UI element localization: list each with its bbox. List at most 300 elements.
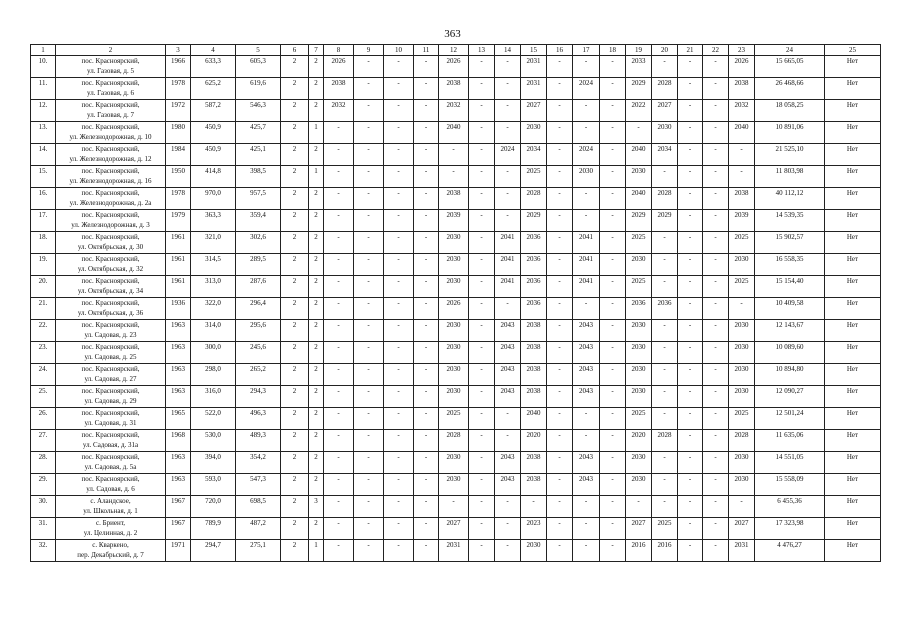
cost-cell: 15 558,09: [755, 474, 825, 496]
table-cell: -: [652, 320, 678, 342]
table-cell: -: [495, 518, 521, 540]
table-cell: -: [547, 56, 573, 78]
table-cell: 2028: [652, 78, 678, 100]
table-cell: -: [384, 320, 414, 342]
table-cell: -: [439, 144, 469, 166]
table-cell: 2030: [729, 386, 755, 408]
table-cell: -: [600, 386, 626, 408]
table-cell: 1965: [166, 408, 191, 430]
table-cell: 2030: [439, 320, 469, 342]
table-row: [31, 100, 881, 122]
table-cell: 1963: [166, 386, 191, 408]
table-cell: 2: [309, 56, 324, 78]
table-cell: -: [703, 254, 729, 276]
table-cell: -: [384, 210, 414, 232]
table-cell: 2024: [573, 78, 600, 100]
table-cell: -: [652, 408, 678, 430]
table-cell: 2030: [626, 452, 652, 474]
table-cell: -: [495, 540, 521, 562]
table-cell: -: [547, 342, 573, 364]
table-cell: -: [547, 144, 573, 166]
table-cell: 2024: [573, 144, 600, 166]
table-cell: 425,1: [236, 144, 281, 166]
table-cell: 316,0: [191, 386, 236, 408]
table-cell: 450,9: [191, 122, 236, 144]
table-cell: 1984: [166, 144, 191, 166]
table-cell: 1961: [166, 232, 191, 254]
address-street: ул. Целинная, д. 2: [83, 529, 138, 537]
table-cell: 1: [309, 166, 324, 188]
table-cell: 1: [309, 540, 324, 562]
table-cell: 2025: [626, 232, 652, 254]
cost-cell: 4 476,27: [755, 540, 825, 562]
table-cell: -: [384, 364, 414, 386]
address-cell: [56, 496, 166, 518]
row-number-cell: 27.: [31, 430, 56, 452]
table-cell: 2030: [439, 342, 469, 364]
table-cell: -: [547, 100, 573, 122]
table-cell: -: [547, 210, 573, 232]
table-cell: 1963: [166, 452, 191, 474]
table-row: [31, 430, 881, 452]
table-cell: -: [324, 276, 354, 298]
table-cell: 2040: [521, 408, 547, 430]
table-cell: -: [547, 518, 573, 540]
row-number-cell: 19.: [31, 254, 56, 276]
address-cell: [56, 210, 166, 232]
table-cell: -: [652, 276, 678, 298]
table-cell: 2: [309, 386, 324, 408]
page-number: 363: [444, 28, 461, 40]
table-cell: 2: [281, 342, 309, 364]
table-cell: 2025: [729, 232, 755, 254]
table-cell: 1979: [166, 210, 191, 232]
table-cell: -: [469, 364, 495, 386]
table-cell: 2030: [729, 452, 755, 474]
table-row: [31, 276, 881, 298]
table-cell: 2032: [439, 100, 469, 122]
flag-cell: Нет: [825, 210, 881, 232]
address-cell: [56, 166, 166, 188]
table-cell: 2: [281, 56, 309, 78]
table-cell: 302,6: [236, 232, 281, 254]
table-cell: 2: [309, 408, 324, 430]
table-cell: -: [354, 320, 384, 342]
table-cell: -: [703, 122, 729, 144]
table-cell: 2: [281, 452, 309, 474]
table-cell: 2028: [652, 430, 678, 452]
row-number-cell: 25.: [31, 386, 56, 408]
table-cell: -: [354, 540, 384, 562]
address-locality: пос. Красноярский,: [81, 255, 140, 263]
table-cell: 2034: [521, 144, 547, 166]
table-cell: 2039: [729, 210, 755, 232]
table-cell: -: [384, 474, 414, 496]
table-cell: -: [384, 232, 414, 254]
table-cell: 625,2: [191, 78, 236, 100]
table-cell: -: [384, 254, 414, 276]
table-cell: 2: [281, 122, 309, 144]
table-cell: -: [495, 430, 521, 452]
table-cell: -: [469, 100, 495, 122]
row-number-cell: 10.: [31, 56, 56, 78]
table-cell: 296,4: [236, 298, 281, 320]
table-cell: 2030: [573, 166, 600, 188]
table-cell: 2: [281, 188, 309, 210]
table-cell: 487,2: [236, 518, 281, 540]
table-cell: 2: [281, 78, 309, 100]
column-header: 24: [755, 45, 825, 56]
table-row: [31, 474, 881, 496]
table-cell: 1972: [166, 100, 191, 122]
row-number-cell: 21.: [31, 298, 56, 320]
table-cell: 2036: [626, 298, 652, 320]
table-cell: -: [600, 210, 626, 232]
table-cell: 2033: [626, 56, 652, 78]
table-cell: -: [384, 386, 414, 408]
table-row: [31, 78, 881, 100]
row-number-cell: 28.: [31, 452, 56, 474]
table-cell: 314,5: [191, 254, 236, 276]
table-cell: -: [573, 100, 600, 122]
table-cell: -: [469, 298, 495, 320]
table-cell: 2030: [626, 320, 652, 342]
table-cell: 619,6: [236, 78, 281, 100]
table-cell: -: [324, 452, 354, 474]
table-cell: -: [354, 298, 384, 320]
table-cell: -: [354, 78, 384, 100]
table-cell: -: [678, 122, 703, 144]
address-street: ул. Садовая, д. 27: [84, 375, 137, 383]
address-street: ул. Газовая, д. 5: [87, 67, 134, 75]
row-number-cell: 22.: [31, 320, 56, 342]
table-cell: -: [600, 188, 626, 210]
address-street: ул. Железнодорожная, д. 10: [69, 133, 152, 141]
table-cell: 300,0: [191, 342, 236, 364]
table-cell: -: [324, 122, 354, 144]
table-cell: -: [384, 122, 414, 144]
table-cell: 2030: [626, 166, 652, 188]
row-number-cell: 15.: [31, 166, 56, 188]
address-locality: пос. Красноярский,: [81, 79, 140, 87]
cost-cell: 16 558,35: [755, 254, 825, 276]
table-cell: 295,6: [236, 320, 281, 342]
table-cell: 2: [281, 430, 309, 452]
table-cell: -: [324, 232, 354, 254]
flag-cell: Нет: [825, 496, 881, 518]
cost-cell: 40 112,12: [755, 188, 825, 210]
table-cell: -: [414, 210, 439, 232]
table-cell: 970,0: [191, 188, 236, 210]
column-header: 10: [384, 45, 414, 56]
table-cell: -: [652, 452, 678, 474]
table-cell: 2020: [626, 430, 652, 452]
table-row: [31, 144, 881, 166]
table-row: [31, 210, 881, 232]
table-cell: -: [324, 518, 354, 540]
column-header: 13: [469, 45, 495, 56]
table-cell: 354,2: [236, 452, 281, 474]
housing-repair-table: [30, 44, 881, 562]
table-cell: 2: [281, 496, 309, 518]
table-cell: -: [678, 342, 703, 364]
table-cell: -: [547, 408, 573, 430]
table-cell: 1963: [166, 342, 191, 364]
table-row: [31, 56, 881, 78]
table-cell: -: [495, 122, 521, 144]
table-cell: 2027: [521, 100, 547, 122]
table-cell: 2026: [324, 56, 354, 78]
address-cell: [56, 56, 166, 78]
table-cell: 2030: [439, 254, 469, 276]
table-cell: -: [678, 210, 703, 232]
table-cell: 2030: [439, 452, 469, 474]
table-cell: 2029: [652, 210, 678, 232]
flag-cell: Нет: [825, 166, 881, 188]
flag-cell: Нет: [825, 474, 881, 496]
table-cell: 2: [281, 320, 309, 342]
column-header: 15: [521, 45, 547, 56]
table-cell: 2025: [652, 518, 678, 540]
table-cell: -: [384, 100, 414, 122]
table-cell: 2038: [439, 188, 469, 210]
cost-cell: 14 539,35: [755, 210, 825, 232]
table-cell: 2041: [495, 232, 521, 254]
table-cell: 2031: [729, 540, 755, 562]
table-cell: -: [547, 430, 573, 452]
table-cell: 2030: [521, 122, 547, 144]
table-cell: 633,3: [191, 56, 236, 78]
table-cell: -: [414, 78, 439, 100]
table-cell: -: [354, 342, 384, 364]
table-cell: 957,5: [236, 188, 281, 210]
table-cell: -: [469, 232, 495, 254]
table-cell: -: [600, 320, 626, 342]
address-locality: пос. Красноярский,: [81, 101, 140, 109]
table-cell: -: [414, 254, 439, 276]
table-cell: -: [703, 78, 729, 100]
table-cell: 2030: [626, 386, 652, 408]
table-cell: -: [652, 364, 678, 386]
table-cell: -: [469, 540, 495, 562]
table-cell: -: [384, 298, 414, 320]
table-cell: -: [354, 232, 384, 254]
table-cell: -: [469, 166, 495, 188]
table-cell: 2: [281, 364, 309, 386]
table-cell: -: [573, 56, 600, 78]
table-cell: 2020: [521, 430, 547, 452]
row-number-cell: 26.: [31, 408, 56, 430]
table-cell: 2030: [652, 122, 678, 144]
table-cell: 2016: [626, 540, 652, 562]
table-cell: -: [354, 408, 384, 430]
address-cell: [56, 474, 166, 496]
cost-cell: 11 635,06: [755, 430, 825, 452]
table-cell: -: [414, 342, 439, 364]
table-cell: -: [324, 386, 354, 408]
row-number-cell: 30.: [31, 496, 56, 518]
table-cell: 2043: [573, 386, 600, 408]
flag-cell: Нет: [825, 276, 881, 298]
table-cell: 593,0: [191, 474, 236, 496]
table-cell: -: [324, 364, 354, 386]
table-cell: 789,9: [191, 518, 236, 540]
table-cell: 2: [309, 518, 324, 540]
table-cell: -: [354, 144, 384, 166]
table-cell: 2039: [439, 210, 469, 232]
table-cell: -: [652, 386, 678, 408]
table-cell: 1950: [166, 166, 191, 188]
table-cell: 2040: [729, 122, 755, 144]
table-cell: 2: [281, 474, 309, 496]
table-cell: -: [573, 210, 600, 232]
address-street: ул. Садовая, д. 6: [86, 485, 135, 493]
address-locality: пос. Красноярский,: [81, 409, 140, 417]
table-cell: 2043: [495, 320, 521, 342]
table-cell: -: [324, 430, 354, 452]
table-cell: 2: [281, 254, 309, 276]
cost-cell: 10 891,06: [755, 122, 825, 144]
table-cell: 1963: [166, 364, 191, 386]
table-cell: -: [414, 100, 439, 122]
table-cell: 2028: [521, 188, 547, 210]
table-row: [31, 254, 881, 276]
table-cell: -: [678, 100, 703, 122]
table-cell: -: [547, 496, 573, 518]
address-locality: пос. Красноярский,: [81, 299, 140, 307]
table-cell: -: [626, 122, 652, 144]
table-cell: -: [495, 100, 521, 122]
table-cell: -: [414, 56, 439, 78]
address-locality: пос. Красноярский,: [81, 233, 140, 241]
address-cell: [56, 100, 166, 122]
table-cell: 2: [309, 100, 324, 122]
table-cell: -: [414, 540, 439, 562]
table-cell: -: [354, 276, 384, 298]
table-cell: -: [600, 56, 626, 78]
table-cell: -: [703, 210, 729, 232]
cost-cell: 12 143,67: [755, 320, 825, 342]
table-cell: -: [469, 408, 495, 430]
table-cell: -: [652, 474, 678, 496]
table-cell: -: [354, 518, 384, 540]
table-cell: -: [439, 166, 469, 188]
table-cell: 2027: [652, 100, 678, 122]
table-cell: -: [547, 320, 573, 342]
table-cell: -: [600, 496, 626, 518]
table-cell: -: [495, 166, 521, 188]
table-cell: -: [729, 496, 755, 518]
table-cell: 298,0: [191, 364, 236, 386]
table-cell: -: [414, 166, 439, 188]
table-cell: 2043: [495, 342, 521, 364]
table-cell: -: [600, 232, 626, 254]
table-cell: -: [414, 276, 439, 298]
column-header: 21: [678, 45, 703, 56]
table-cell: -: [703, 276, 729, 298]
table-cell: 1966: [166, 56, 191, 78]
table-cell: 414,8: [191, 166, 236, 188]
table-cell: -: [324, 144, 354, 166]
row-number-cell: 17.: [31, 210, 56, 232]
table-cell: 698,5: [236, 496, 281, 518]
cost-cell: 15 902,57: [755, 232, 825, 254]
column-header: 17: [573, 45, 600, 56]
table-cell: -: [703, 496, 729, 518]
column-header: 12: [439, 45, 469, 56]
table-cell: 2030: [729, 342, 755, 364]
cost-cell: 12 090,27: [755, 386, 825, 408]
table-cell: -: [469, 320, 495, 342]
table-cell: 2038: [324, 78, 354, 100]
cost-cell: 10 894,80: [755, 364, 825, 386]
flag-cell: Нет: [825, 232, 881, 254]
table-row: [31, 232, 881, 254]
table-cell: -: [600, 144, 626, 166]
table-cell: 2038: [729, 78, 755, 100]
table-cell: -: [703, 232, 729, 254]
table-cell: 2030: [439, 386, 469, 408]
table-cell: -: [600, 342, 626, 364]
table-cell: -: [678, 254, 703, 276]
table-cell: 398,5: [236, 166, 281, 188]
table-cell: -: [573, 540, 600, 562]
column-header: 22: [703, 45, 729, 56]
table-cell: 605,3: [236, 56, 281, 78]
table-cell: -: [354, 100, 384, 122]
table-cell: -: [324, 496, 354, 518]
table-cell: -: [678, 188, 703, 210]
table-cell: -: [469, 144, 495, 166]
table-cell: 2043: [573, 364, 600, 386]
table-cell: 2: [309, 78, 324, 100]
table-cell: 1963: [166, 474, 191, 496]
table-cell: -: [547, 166, 573, 188]
table-cell: -: [703, 364, 729, 386]
column-header: 23: [729, 45, 755, 56]
table-cell: 2030: [626, 254, 652, 276]
table-cell: 2038: [729, 188, 755, 210]
table-cell: -: [547, 452, 573, 474]
table-cell: 359,4: [236, 210, 281, 232]
column-header: 18: [600, 45, 626, 56]
address-street: ул. Железнодорожная, д. 2а: [69, 199, 152, 207]
table-cell: 2: [281, 144, 309, 166]
table-cell: -: [495, 210, 521, 232]
table-cell: -: [678, 386, 703, 408]
table-cell: 2025: [729, 408, 755, 430]
cost-cell: 10 089,60: [755, 342, 825, 364]
table-cell: -: [414, 364, 439, 386]
table-cell: 489,3: [236, 430, 281, 452]
table-cell: -: [678, 452, 703, 474]
address-locality: пос. Красноярский,: [81, 453, 140, 461]
table-cell: 2: [281, 100, 309, 122]
table-cell: -: [678, 408, 703, 430]
table-cell: 2028: [652, 188, 678, 210]
table-cell: 2: [281, 276, 309, 298]
address-street: ул. Октябрьская, д. 30: [77, 243, 144, 251]
table-cell: -: [678, 430, 703, 452]
table-cell: 2036: [521, 276, 547, 298]
column-header: 25: [825, 45, 881, 56]
cost-cell: 21 525,10: [755, 144, 825, 166]
table-cell: 2025: [729, 276, 755, 298]
table-cell: -: [573, 298, 600, 320]
table-cell: 2043: [573, 342, 600, 364]
table-cell: -: [573, 496, 600, 518]
table-row: [31, 298, 881, 320]
